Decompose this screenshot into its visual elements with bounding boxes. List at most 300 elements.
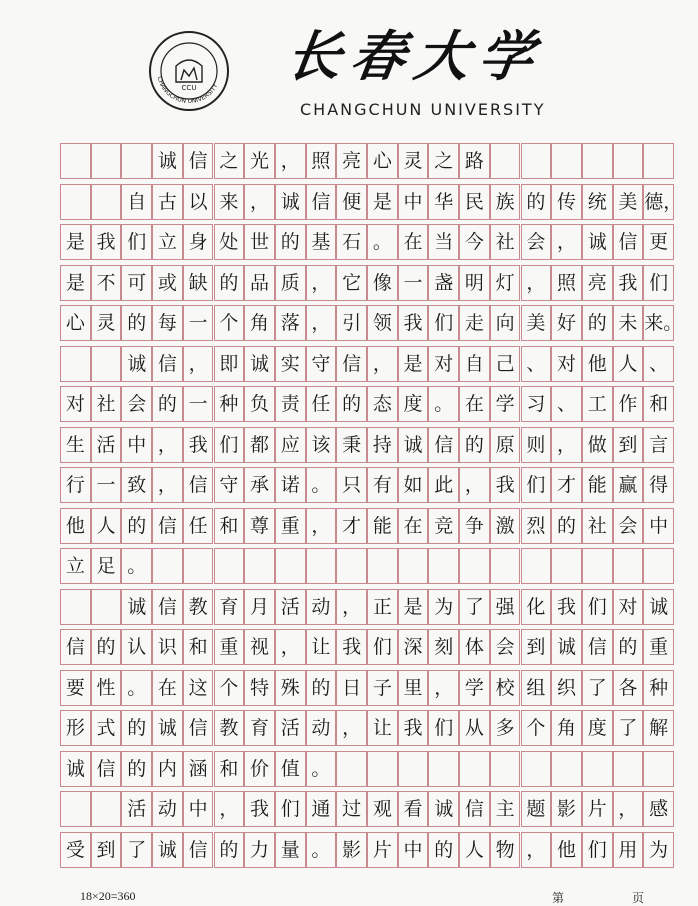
grid-cell: 的 — [613, 629, 644, 665]
grid-cell: 盏 — [428, 265, 459, 301]
grid-cell: ， — [306, 305, 337, 341]
grid-cell: 责 — [275, 386, 306, 422]
grid-cell: 灯 — [490, 265, 521, 301]
grid-cell: 看 — [398, 791, 429, 827]
grid-cell: 解 — [643, 710, 674, 746]
grid-cell: 中 — [398, 184, 429, 220]
grid-cell: 是 — [398, 589, 429, 625]
grid-cell: 足 — [91, 548, 122, 584]
grid-cell: 我 — [183, 427, 214, 463]
grid-cell: 不 — [91, 265, 122, 301]
grid-cell: 的 — [121, 710, 152, 746]
grid-cell: 了 — [613, 710, 644, 746]
grid-cell — [521, 751, 552, 787]
grid-cell: 种 — [643, 670, 674, 706]
grid-cell: 会 — [613, 508, 644, 544]
grid-cell: 受 — [60, 832, 91, 868]
composition-grid — [60, 143, 683, 873]
grid-cell: 他 — [60, 508, 91, 544]
grid-cell: 和 — [643, 386, 674, 422]
grid-cell: 们 — [521, 467, 552, 503]
grid-cell: 们 — [643, 265, 674, 301]
grid-cell: 会 — [521, 224, 552, 260]
grid-cell: 领 — [367, 305, 398, 341]
grid-cell: 诺 — [275, 467, 306, 503]
grid-cell: 华 — [428, 184, 459, 220]
grid-cell: 我 — [398, 305, 429, 341]
grid-cell: 物 — [490, 832, 521, 868]
grid-cell: 照 — [551, 265, 582, 301]
grid-cell: 度 — [582, 710, 613, 746]
grid-cell: 生 — [60, 427, 91, 463]
grid-cell: 到 — [613, 427, 644, 463]
grid-cell — [459, 751, 490, 787]
grid-cell: 是 — [60, 224, 91, 260]
grid-cell — [121, 143, 152, 179]
grid-cell: 他 — [582, 346, 613, 382]
grid-row — [60, 265, 674, 301]
grid-cell: 的 — [336, 386, 367, 422]
grid-cell: 了 — [121, 832, 152, 868]
grid-cell: 工 — [582, 386, 613, 422]
grid-cell: 和 — [183, 629, 214, 665]
grid-cell: 照 — [306, 143, 337, 179]
grid-cell: 亮 — [582, 265, 613, 301]
grid-cell: 为 — [428, 589, 459, 625]
grid-cell: 信 — [183, 710, 214, 746]
grid-cell: 美 — [521, 305, 552, 341]
grid-cell: 动 — [306, 589, 337, 625]
grid-cell — [459, 548, 490, 584]
grid-cell: 能 — [367, 508, 398, 544]
grid-cell: 承 — [244, 467, 275, 503]
grid-cell: 活 — [275, 710, 306, 746]
grid-cell: ， — [613, 791, 644, 827]
grid-cell: 和 — [214, 751, 245, 787]
page-unit-label: 页 — [632, 891, 645, 905]
grid-cell: 负 — [244, 386, 275, 422]
grid-cell: 诚 — [643, 589, 674, 625]
grid-cell: 会 — [121, 386, 152, 422]
grid-cell: 了 — [459, 589, 490, 625]
grid-cell: 我 — [551, 589, 582, 625]
grid-cell: 心 — [60, 305, 91, 341]
grid-cell: 在 — [398, 224, 429, 260]
grid-cell: 行 — [60, 467, 91, 503]
grid-cell: 活 — [275, 589, 306, 625]
grid-cell: 未 — [613, 305, 644, 341]
grid-cell: 诚 — [582, 224, 613, 260]
grid-cell: 社 — [582, 508, 613, 544]
grid-cell: 他 — [551, 832, 582, 868]
grid-cell: 之 — [428, 143, 459, 179]
grid-cell: 中 — [183, 791, 214, 827]
grid-cell: 态 — [367, 386, 398, 422]
grid-cell: 在 — [152, 670, 183, 706]
grid-cell: 信 — [336, 346, 367, 382]
grid-cell: ， — [521, 265, 552, 301]
grid-cell: 能 — [582, 467, 613, 503]
grid-cell: 诚 — [152, 710, 183, 746]
grid-row — [60, 224, 674, 260]
grid-cell: 作 — [613, 386, 644, 422]
grid-cell: 信 — [183, 832, 214, 868]
grid-cell: 深 — [398, 629, 429, 665]
grid-cell: 实 — [275, 346, 306, 382]
grid-cell: 信 — [306, 184, 337, 220]
grid-cell: 争 — [459, 508, 490, 544]
grid-cell: 种 — [214, 386, 245, 422]
grid-cell: 、 — [643, 346, 674, 382]
grid-cell: 教 — [183, 589, 214, 625]
grid-row — [60, 589, 674, 625]
grid-cell: ， — [551, 427, 582, 463]
grid-cell: 世 — [244, 224, 275, 260]
grid-cell: 的 — [214, 832, 245, 868]
svg-text:CCU: CCU — [181, 84, 197, 92]
grid-row — [60, 305, 683, 341]
grid-cell: ， — [275, 629, 306, 665]
grid-row — [60, 710, 674, 746]
grid-cell: 之 — [214, 143, 245, 179]
grid-cell: 守 — [306, 346, 337, 382]
grid-row — [60, 548, 674, 584]
grid-cell — [398, 548, 429, 584]
grid-cell: 的 — [459, 427, 490, 463]
grid-cell — [60, 589, 91, 625]
grid-cell: 更 — [643, 224, 674, 260]
grid-cell: 原 — [490, 427, 521, 463]
grid-cell: 们 — [582, 589, 613, 625]
grid-cell: 尊 — [244, 508, 275, 544]
grid-cell: ， — [521, 832, 552, 868]
grid-cell: 社 — [91, 386, 122, 422]
grid-cell: ， — [459, 467, 490, 503]
grid-cell — [91, 184, 122, 220]
grid-cell: 此 — [428, 467, 459, 503]
grid-cell: 中 — [398, 832, 429, 868]
grid-cell: 向 — [490, 305, 521, 341]
grid-cell: 赢 — [613, 467, 644, 503]
grid-cell — [367, 751, 398, 787]
grid-cell: 。 — [121, 548, 152, 584]
grid-cell — [428, 751, 459, 787]
grid-cell: 正 — [367, 589, 398, 625]
grid-cell: 组 — [521, 670, 552, 706]
grid-cell: 感 — [643, 791, 674, 827]
grid-cell: 我 — [336, 629, 367, 665]
grid-cell: 灵 — [91, 305, 122, 341]
grid-cell — [551, 548, 582, 584]
grid-cell: 值 — [275, 751, 306, 787]
grid-cell: 特 — [244, 670, 275, 706]
grid-cell: 的 — [91, 629, 122, 665]
grid-cell: 信 — [428, 427, 459, 463]
grid-cell — [551, 143, 582, 179]
grid-row — [60, 184, 683, 220]
grid-cell: 形 — [60, 710, 91, 746]
grid-row — [60, 467, 674, 503]
grid-cell — [336, 751, 367, 787]
grid-cell: 活 — [91, 427, 122, 463]
grid-cell: 我 — [613, 265, 644, 301]
grid-cell: 一 — [398, 265, 429, 301]
grid-cell: 们 — [428, 710, 459, 746]
grid-cell: 认 — [121, 629, 152, 665]
grid-cell: 性 — [91, 670, 122, 706]
grid-cell: 亮 — [336, 143, 367, 179]
grid-cell: 来。 — [643, 305, 674, 341]
grid-cell: 用 — [613, 832, 644, 868]
grid-cell: 日 — [336, 670, 367, 706]
grid-cell: 诚 — [121, 589, 152, 625]
grid-cell: 我 — [91, 224, 122, 260]
grid-cell — [490, 548, 521, 584]
grid-specification: 18×20=360 — [80, 889, 136, 903]
grid-cell: 的 — [121, 508, 152, 544]
grid-cell: 光 — [244, 143, 275, 179]
grid-cell: 诚 — [152, 143, 183, 179]
grid-cell: 对 — [613, 589, 644, 625]
grid-cell: 角 — [244, 305, 275, 341]
grid-cell: 让 — [306, 629, 337, 665]
grid-cell: 如 — [398, 467, 429, 503]
grid-cell: ， — [551, 224, 582, 260]
grid-cell: 们 — [214, 427, 245, 463]
grid-cell — [643, 548, 674, 584]
grid-cell: 德， — [643, 184, 674, 220]
grid-cell: 族 — [490, 184, 521, 220]
grid-cell: 的 — [551, 508, 582, 544]
grid-cell: 或 — [152, 265, 183, 301]
grid-cell: 对 — [551, 346, 582, 382]
grid-cell: 。 — [121, 670, 152, 706]
grid-cell: 月 — [244, 589, 275, 625]
grid-cell: 应 — [275, 427, 306, 463]
grid-cell: 。 — [306, 751, 337, 787]
grid-cell: 视 — [244, 629, 275, 665]
grid-cell: 。 — [428, 386, 459, 422]
grid-cell: 言 — [643, 427, 674, 463]
grid-cell — [521, 548, 552, 584]
grid-cell: 诚 — [152, 832, 183, 868]
grid-cell: 像 — [367, 265, 398, 301]
grid-cell — [91, 143, 122, 179]
grid-cell — [582, 548, 613, 584]
grid-cell: 的 — [275, 224, 306, 260]
grid-cell — [428, 548, 459, 584]
grid-cell — [613, 548, 644, 584]
grid-cell: 重 — [643, 629, 674, 665]
grid-cell: 以 — [183, 184, 214, 220]
grid-cell: 这 — [183, 670, 214, 706]
grid-cell: 重 — [214, 629, 245, 665]
grid-cell: 信 — [152, 589, 183, 625]
grid-cell — [214, 548, 245, 584]
grid-cell: 信 — [183, 467, 214, 503]
grid-cell: 学 — [459, 670, 490, 706]
grid-cell: 处 — [214, 224, 245, 260]
grid-cell: 落 — [275, 305, 306, 341]
grid-cell — [613, 751, 644, 787]
grid-cell: 涵 — [183, 751, 214, 787]
grid-cell — [490, 143, 521, 179]
grid-row — [60, 346, 674, 382]
letterhead — [0, 0, 698, 130]
grid-cell: 题 — [521, 791, 552, 827]
grid-cell: 致 — [121, 467, 152, 503]
grid-cell: 人 — [459, 832, 490, 868]
grid-cell: 信 — [60, 629, 91, 665]
grid-cell: 每 — [152, 305, 183, 341]
grid-cell: 即 — [214, 346, 245, 382]
university-seal-logo — [148, 30, 230, 112]
grid-cell: 、 — [551, 386, 582, 422]
grid-cell: 个 — [214, 305, 245, 341]
grid-row — [60, 832, 674, 868]
grid-cell: ， — [152, 427, 183, 463]
grid-cell: ， — [152, 467, 183, 503]
grid-cell: 我 — [244, 791, 275, 827]
grid-cell: 强 — [490, 589, 521, 625]
grid-cell: 人 — [91, 508, 122, 544]
grid-cell: 的 — [306, 670, 337, 706]
grid-cell: 来 — [214, 184, 245, 220]
grid-cell: 它 — [336, 265, 367, 301]
grid-cell: 诚 — [551, 629, 582, 665]
page-label: 第 — [552, 891, 565, 905]
grid-cell — [60, 791, 91, 827]
grid-cell: 们 — [428, 305, 459, 341]
grid-cell: 在 — [459, 386, 490, 422]
grid-cell — [643, 143, 674, 179]
grid-cell — [91, 346, 122, 382]
grid-cell: 我 — [398, 710, 429, 746]
grid-cell: 动 — [152, 791, 183, 827]
grid-cell: 好 — [551, 305, 582, 341]
grid-cell: 们 — [121, 224, 152, 260]
grid-cell — [613, 143, 644, 179]
grid-cell: 灵 — [398, 143, 429, 179]
grid-cell: 。 — [306, 467, 337, 503]
grid-cell: 育 — [244, 710, 275, 746]
grid-cell: ， — [275, 143, 306, 179]
grid-cell: 任 — [306, 386, 337, 422]
university-name-english: CHANGCHUN UNIVERSITY — [300, 100, 546, 119]
grid-cell: 片 — [582, 791, 613, 827]
grid-row — [60, 386, 674, 422]
grid-cell: 教 — [214, 710, 245, 746]
grid-cell: 信 — [582, 629, 613, 665]
grid-cell: 式 — [91, 710, 122, 746]
grid-cell: 社 — [490, 224, 521, 260]
grid-cell: 民 — [459, 184, 490, 220]
grid-cell: 从 — [459, 710, 490, 746]
grid-cell — [490, 751, 521, 787]
grid-cell: 才 — [336, 508, 367, 544]
grid-cell: 为 — [643, 832, 674, 868]
grid-cell: 校 — [490, 670, 521, 706]
grid-cell: 的 — [121, 751, 152, 787]
grid-cell: ， — [306, 265, 337, 301]
grid-cell: 统 — [582, 184, 613, 220]
grid-cell: 内 — [152, 751, 183, 787]
grid-cell: ， — [336, 710, 367, 746]
grid-cell: 让 — [367, 710, 398, 746]
grid-cell — [60, 346, 91, 382]
grid-cell: 品 — [244, 265, 275, 301]
grid-cell: 通 — [306, 791, 337, 827]
grid-cell: 石 — [336, 224, 367, 260]
grid-cell: 们 — [367, 629, 398, 665]
grid-cell: 立 — [60, 548, 91, 584]
grid-cell: 殊 — [275, 670, 306, 706]
grid-cell: 育 — [214, 589, 245, 625]
grid-cell: 人 — [613, 346, 644, 382]
grid-cell: 信 — [613, 224, 644, 260]
grid-cell: 做 — [582, 427, 613, 463]
grid-cell: 重 — [275, 508, 306, 544]
grid-cell: 活 — [121, 791, 152, 827]
grid-cell: ， — [183, 346, 214, 382]
grid-cell: 路 — [459, 143, 490, 179]
grid-cell: 子 — [367, 670, 398, 706]
grid-cell — [336, 548, 367, 584]
grid-cell: 竞 — [428, 508, 459, 544]
grid-cell: 要 — [60, 670, 91, 706]
grid-cell: 识 — [152, 629, 183, 665]
grid-cell: 织 — [551, 670, 582, 706]
grid-cell: 信 — [152, 346, 183, 382]
grid-cell: 明 — [459, 265, 490, 301]
grid-cell — [367, 548, 398, 584]
grid-cell: 美 — [613, 184, 644, 220]
grid-cell — [582, 751, 613, 787]
grid-cell: 对 — [60, 386, 91, 422]
grid-cell: 刻 — [428, 629, 459, 665]
grid-cell: ， — [367, 346, 398, 382]
grid-cell: 是 — [60, 265, 91, 301]
grid-cell: 片 — [367, 832, 398, 868]
grid-cell: 质 — [275, 265, 306, 301]
grid-cell: 我 — [490, 467, 521, 503]
grid-cell: 主 — [490, 791, 521, 827]
grid-cell: 的 — [152, 386, 183, 422]
grid-cell: 角 — [551, 710, 582, 746]
grid-cell: 有 — [367, 467, 398, 503]
grid-cell: 烈 — [521, 508, 552, 544]
grid-cell: 只 — [336, 467, 367, 503]
grid-cell: 力 — [244, 832, 275, 868]
grid-cell: 们 — [582, 832, 613, 868]
grid-cell: 多 — [490, 710, 521, 746]
grid-cell: 诚 — [428, 791, 459, 827]
grid-row — [60, 670, 674, 706]
grid-cell: 观 — [367, 791, 398, 827]
grid-cell: 持 — [367, 427, 398, 463]
grid-row — [60, 508, 674, 544]
grid-cell: 的 — [521, 184, 552, 220]
grid-cell: 诚 — [244, 346, 275, 382]
grid-cell: 到 — [91, 832, 122, 868]
grid-cell: 才 — [551, 467, 582, 503]
grid-cell: 的 — [582, 305, 613, 341]
grid-cell: 到 — [521, 629, 552, 665]
grid-cell: 里 — [398, 670, 429, 706]
grid-cell: 个 — [214, 670, 245, 706]
grid-cell: 自 — [121, 184, 152, 220]
grid-cell: 当 — [428, 224, 459, 260]
